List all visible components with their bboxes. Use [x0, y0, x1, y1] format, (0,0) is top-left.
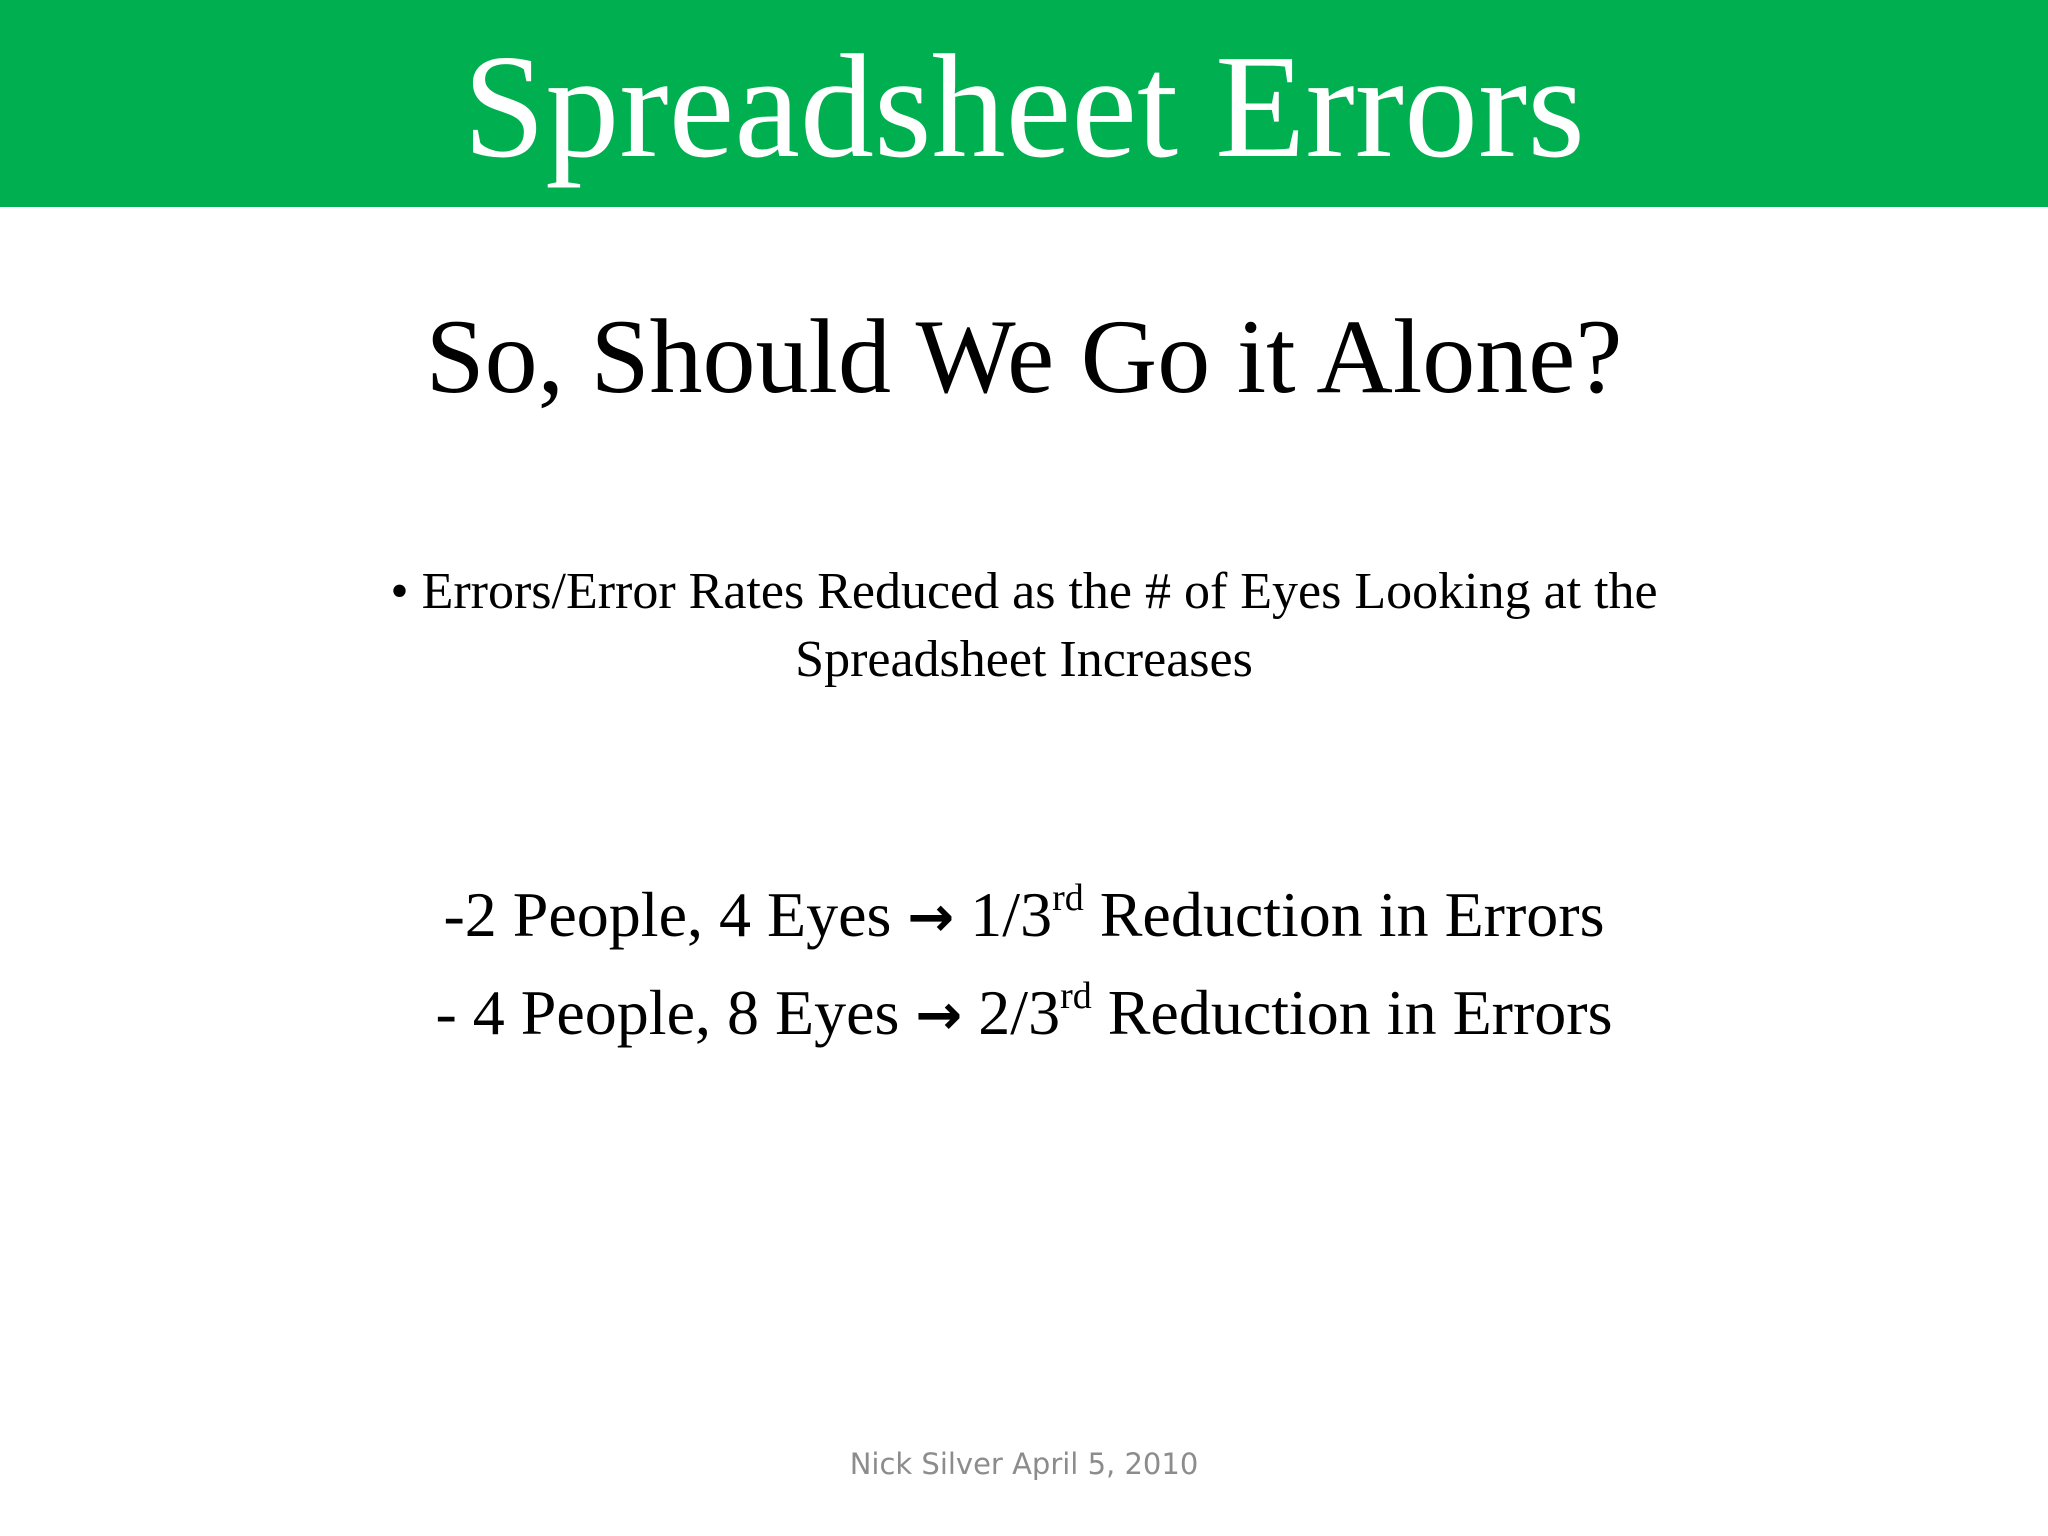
point-ordinal-suffix: rd — [1060, 975, 1092, 1017]
point-tail: Reduction in Errors — [1107, 977, 1613, 1048]
right-arrow-icon: → — [907, 885, 955, 950]
reduction-point-2 — [0, 973, 2048, 1056]
point-tail: Reduction in Errors — [1099, 879, 1605, 950]
point-fraction: 1/3 — [970, 879, 1053, 950]
point-ordinal-suffix: rd — [1052, 877, 1084, 919]
bullet-line-1 — [300, 558, 1748, 626]
bullet-text-1: Errors/Error Rates Reduced as the # of Eyes Looking at the — [421, 563, 1658, 620]
point-lead: - 4 People, 8 Eyes — [435, 977, 900, 1048]
point-lead: -2 People, 4 Eyes — [443, 879, 892, 950]
bullet-point — [300, 558, 1748, 694]
right-arrow-icon: → — [915, 983, 963, 1048]
point-fraction: 2/3 — [978, 977, 1061, 1048]
bullet-text-2: Spreadsheet Increases — [795, 631, 1253, 688]
reduction-point-1 — [0, 875, 2048, 958]
slide-title: Spreadsheet Errors — [463, 25, 1585, 189]
slide-footer: Nick Silver April 5, 2010 — [849, 1447, 1199, 1481]
title-banner — [0, 0, 2048, 207]
slide-subtitle: So, Should We Go it Alone? — [425, 298, 1623, 415]
bullet-marker: • — [390, 563, 409, 620]
